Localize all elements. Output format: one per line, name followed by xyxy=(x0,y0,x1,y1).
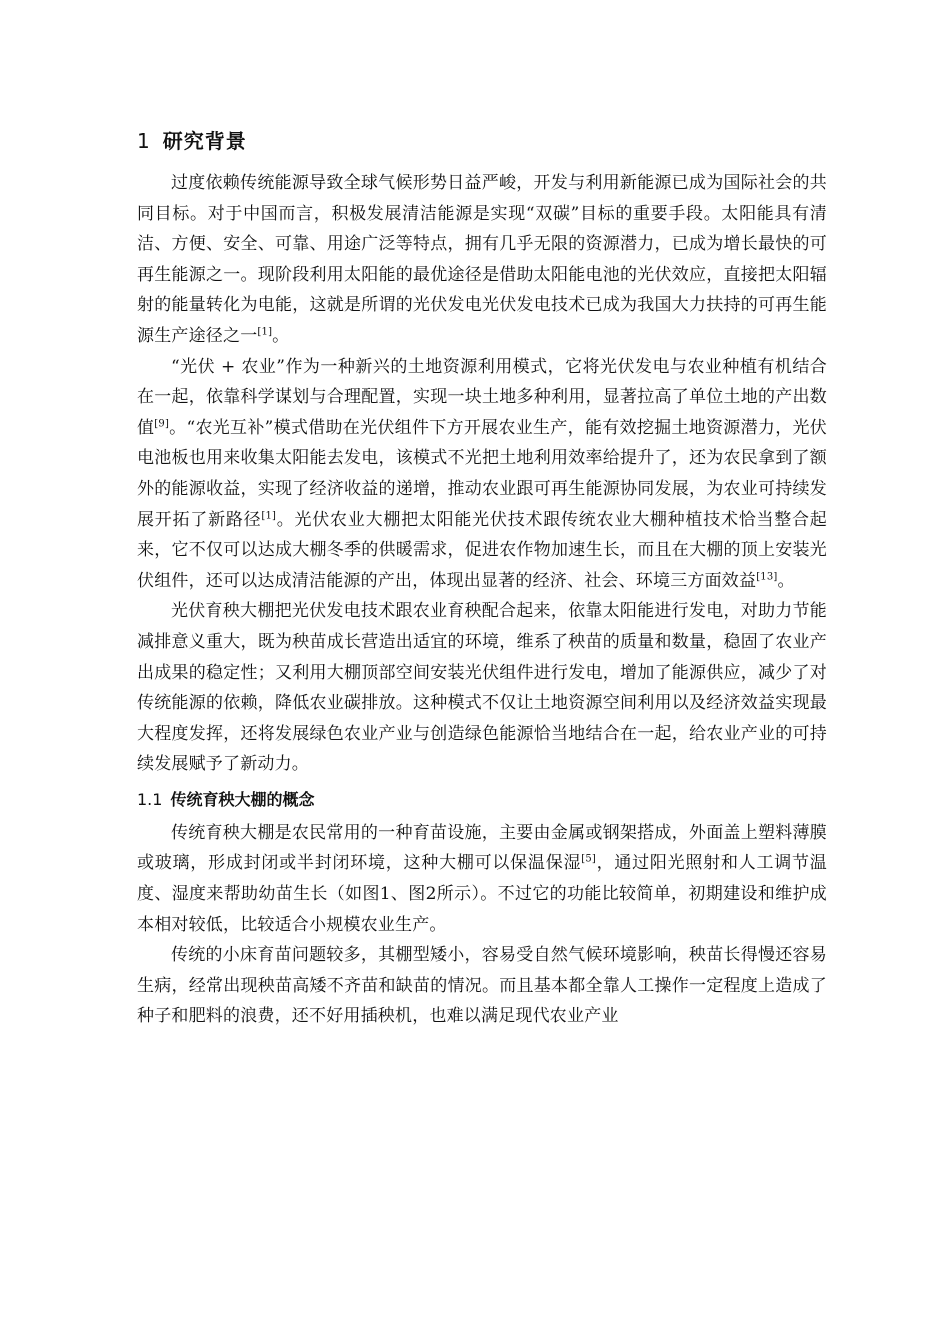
citation-marker: [9] xyxy=(154,418,170,430)
paragraph-5 xyxy=(137,940,827,1032)
citation-marker: [13] xyxy=(756,571,778,583)
section-number: 1 xyxy=(137,129,151,153)
paragraph-3 xyxy=(137,596,827,780)
paragraph-text: 。 xyxy=(272,325,290,346)
paragraph-1 xyxy=(137,168,827,352)
citation-marker: [1] xyxy=(261,509,277,521)
paragraph-text: 传统育秧大棚是农民常用的一种育苗设施，主要由金属或钢架搭成，外面盖上塑料薄膜或玻璃，形成封闭或半封闭环境，这种大棚可以保温保湿 xyxy=(137,822,827,874)
subsection-heading xyxy=(137,786,827,814)
paragraph-text: ，通过阳光照射和人工调节温度、湿度来帮助幼苗生长（如图1、图2所示）。不过它的功能比较简单，初期建设和维护成本相对较低，比较适合小规模农业生产。 xyxy=(137,853,827,935)
section-title: 研究背景 xyxy=(162,129,247,153)
paragraph-text: 。“农光互补”模式借助在光伏组件下方开展农业生产，能有效挖掘土地资源潜力，光伏电池板也用来收集太阳能去发电，该模式不光把土地利用效率给提升了，还为农民拿到了额外的能源收益，实现了经济收益的递增，推动农业跟可再生能源协同发展，为农业可持续发展开拓了新路径 xyxy=(137,417,827,530)
subsection-title: 传统育秧大棚的概念 xyxy=(170,789,315,809)
citation-marker: [5] xyxy=(581,853,596,865)
paragraph-text: 。光伏农业大棚把太阳能光伏技术跟传统农业大棚种植技术恰当整合起来，它不仅可以达成大棚冬季的供暖需求，促进农作物加速生长，而且在大棚的顶上安装光伏组件，还可以达成清洁能源的产出，体现出显著的经济、社会、环境三方面效益 xyxy=(137,509,827,591)
subsection-number: 1.1 xyxy=(137,789,163,809)
citation-marker: [1] xyxy=(257,326,273,338)
paragraph-2 xyxy=(137,352,827,597)
document-body xyxy=(137,126,827,1032)
paragraph-text: 。 xyxy=(777,570,795,591)
paragraph-text: 过度依赖传统能源导致全球气候形势日益严峻，开发与利用新能源已成为国际社会的共同目标。对于中国而言，积极发展清洁能源是实现“双碳”目标的重要手段。太阳能具有清洁、方便、安全、可靠、用途广泛等特点，拥有几乎无限的资源潜力，已成为增长最快的可再生能源之一。现阶段利用太阳能的最优途径是借助太阳能电池的光伏效应，直接把太阳辐射的能量转化为电能，这就是所谓的光伏发电光伏发电技术已成为我国大力扶持的可再生能源生产途径之一 xyxy=(137,173,827,346)
paragraph-4 xyxy=(137,818,827,940)
paragraph-text: “光伏 + 农业”作为一种新兴的土地资源利用模式，它将光伏发电与农业种植有机结合在一起，依靠科学谋划与合理配置，实现一块土地多种利用，显著拉高了单位土地的产出数值 xyxy=(137,356,827,438)
section-heading xyxy=(137,126,827,156)
paragraph-text: 光伏育秧大棚把光伏发电技术跟农业育秧配合起来，依靠太阳能进行发电，对助力节能减排意义重大，既为秧苗成长营造出适宜的环境，维系了秧苗的质量和数量，稳固了农业产出成果的稳定性；又利用大棚顶部空间安装光伏组件进行发电，增加了能源供应，减少了对传统能源的依赖，降低农业碳排放。这种模式不仅让土地资源空间利用以及经济效益实现最大程度发挥，还将发展绿色农业产业与创造绿色能源恰当地结合在一起，给农业产业的可持续发展赋予了新动力。 xyxy=(137,601,827,775)
paragraph-text: 传统的小床育苗问题较多，其棚型矮小，容易受自然气候环境影响，秧苗长得慢还容易生病，经常出现秧苗高矮不齐苗和缺苗的情况。而且基本都全靠人工操作一定程度上造成了种子和肥料的浪费，还不好用插秧机，也难以满足现代农业产业 xyxy=(137,945,827,1027)
